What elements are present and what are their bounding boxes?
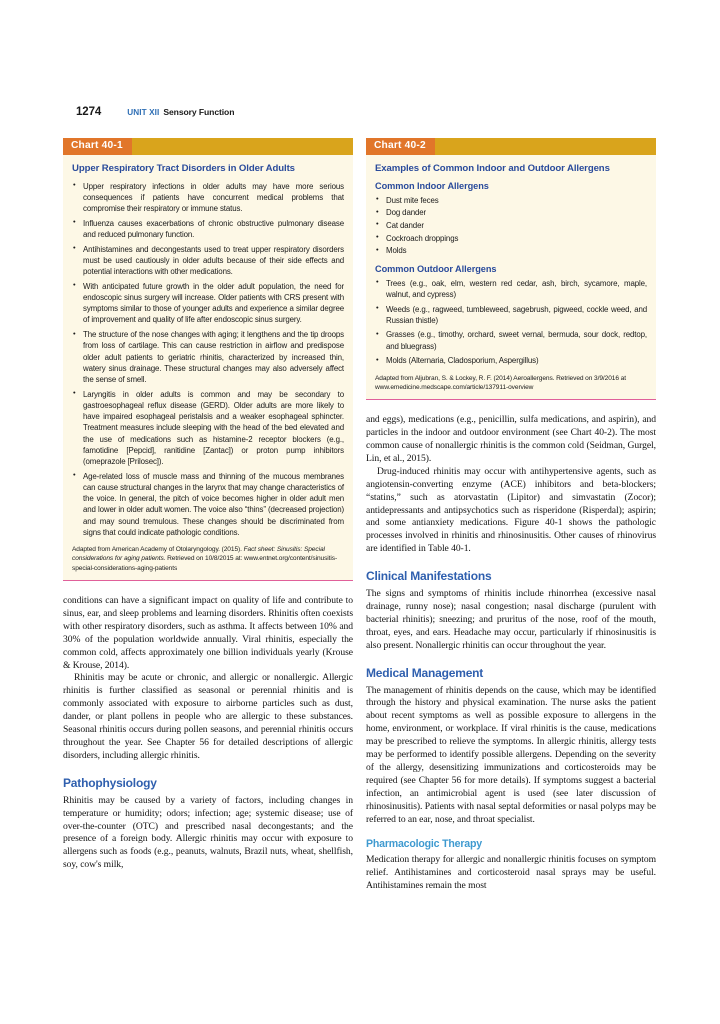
body-paragraph: Drug-induced rhinitis may occur with antihypertensive agents, such as angiotensin-converting enzyme (ACE) inhibitors and beta-blockers; “statins,” such as atorvastatin (Lipitor) and simvastatin (Zocor); antidepressants and antipsychotics such as risperidone (Risperdal); aspirin; and some antianxiety medications. Figure 40-1 shows the pathologic processes involved in rhinitis and rhinosinusitis. Other causes of rhinovirus are identified in Table 40-1. — [366, 465, 656, 555]
list-item: • Molds — [375, 245, 647, 256]
source-text: Adapted from Aljubran, S. & Lockey, R. F. (2014) Aeroallergens. Retrieved on 3/9/2016 at www.emedicine.medscape.com/article/137911-overview — [375, 374, 626, 391]
body-paragraph: and eggs), medications (e.g., penicillin, sulfa medications, and aspirin), and particles in the indoor and outdoor environment (see Chart 40-2). The most common cause of nonallergic rhinitis is the common cold (Seidman, Gurgel, Lin, et al., 2015). — [366, 414, 656, 465]
source-text: Adapted from American Academy of Otolaryngology. (2015). — [72, 546, 244, 554]
left-column-text — [63, 595, 353, 872]
list-item: • Cat dander — [375, 220, 647, 231]
section-heading: Medical Management — [366, 665, 484, 680]
chart-allergen-list — [375, 278, 647, 367]
body-paragraph: The management of rhinitis depends on the cause, which may be identified through the history and physical examination. The nurse asks the patient about recent symptoms as well as possible exposure to allergens in the home, environment, or workplace. If viral rhinitis is the cause, medications may be prescribed to relieve the symptoms. In allergic rhinitis, allergy tests may be performed to identify possible allergens. Depending on the severity of the allergy, desensitizing immunizations and corticosteroids may be required (see Chapter 56 for more details). If symptoms suggest a bacterial infection, an antimicrobial agent is used (see later discussion of rhinosinusitis). Patients with nasal septal deformities or nasal polyps may be referred to an ear, nose, and throat specialist. — [366, 684, 656, 825]
body-paragraph: conditions can have a significant impact on quality of life and contribute to sinus, ear, and sleep problems and learning disorders. Rhinitis often coexists with other respiratory disorders, such as asthma. It affects between 10% and 30% of the population worldwide annually. Viral rhinitis, especially the common cold, affects approximately one billion individuals yearly (Krouse & Krouse, 2014). — [63, 595, 353, 671]
body-paragraph: The signs and symptoms of rhinitis include rhinorrhea (excessive nasal drainage, runny nose); nasal congestion; nasal discharge (purulent with bacterial rhinitis); sneezing; and pruritus of the nose, roof of the mouth, throat, eyes, and ears. Headache may occur, particularly if rhinosinusitis is also present. Nonallergic rhinitis can occur throughout the year. — [366, 588, 656, 651]
source-title: Fact sheet: Sinusitis: Special considerations for aging patients. — [72, 546, 325, 563]
section-heading: Pathophysiology — [63, 775, 157, 790]
chart-40-2-tag: Chart 40-2 — [366, 138, 435, 155]
unit-title: Sensory Function — [163, 107, 235, 117]
running-head — [76, 106, 234, 118]
list-item: • Molds (Alternaria, Cladosporium, Aspergillus) — [375, 355, 647, 366]
body-paragraph: Medication therapy for allergic and nonallergic rhinitis focuses on symptom relief. Antihistamines and corticosteroid nasal sprays may be useful. Antihistamines remain the most — [366, 854, 656, 892]
chart-40-2-header — [366, 138, 656, 155]
right-column — [366, 138, 656, 893]
list-item: • Dust mite feces — [375, 195, 647, 206]
source-text: Retrieved on 10/8/2015 at: www.entnet.org/content/sinusitis-special-considerations-aging-patients — [72, 555, 338, 572]
section-subheading: Pharmacologic Therapy — [366, 838, 482, 851]
list-item: • With anticipated future growth in the older adult population, the need for endoscopic sinus surgery will increase. Older patients with CRS present with symptoms similar to those of younger adults and experience a similar degree of improvement and quality of life after endoscopic sinus surgery. — [72, 281, 344, 326]
chart-40-1-title: Upper Respiratory Tract Disorders in Older Adults — [72, 163, 295, 174]
body-paragraph: Rhinitis may be caused by a variety of factors, including changes in temperature or humidity; odors; infection; age; systemic disease; use of over-the-counter (OTC) and prescribed nasal decongestants; and the presence of a foreign body. Allergic rhinitis may occur with exposure to allergens such as foods (e.g., peanuts, walnuts, Brazil nuts, wheat, shellfish, soy, cow's milk, — [63, 794, 353, 871]
chart-40-2-body — [366, 155, 656, 399]
unit-label: UNIT XII — [127, 108, 160, 117]
chart-40-1 — [63, 138, 353, 581]
left-column — [63, 138, 353, 872]
chart-40-2-sections — [375, 181, 647, 367]
list-item: • Upper respiratory infections in older adults may have more serious consequences if patients have concurrent medical problems that compromise their respiratory or immune status. — [72, 181, 344, 215]
page-number: 1274 — [76, 106, 102, 118]
list-item: • Dog dander — [375, 207, 647, 218]
chart-40-2-source — [375, 374, 647, 393]
chart-section-subheading: Common Outdoor Allergens — [375, 263, 497, 274]
chart-40-1-header — [63, 138, 353, 155]
chart-40-1-body — [63, 155, 353, 580]
body-paragraph: Rhinitis may be acute or chronic, and allergic or nonallergic. Allergic rhinitis is further classified as seasonal or perennial rhinitis and is commonly associated with exposure to airborne particles such as dust, dander, or plant pollens in people who are allergic to these substances. Seasonal rhinitis occurs during pollen seasons, and perennial rhinitis occurs throughout the year. See Chapter 56 for detailed descriptions of allergic disorders, including allergic rhinitis. — [63, 672, 353, 761]
list-item: • Grasses (e.g., timothy, orchard, sweet vernal, bermuda, sour dock, redtop, and bluegrass) — [375, 329, 647, 351]
list-item: • The structure of the nose changes with aging; it lengthens and the tip droops from loss of cartilage. This can cause restriction in airflow and predispose older adult patients to geriatric rhinitis, characterized by increased thin, watery sinus drainage. These structural changes may also adversely affect the sense of smell. — [72, 329, 344, 385]
list-item: • Weeds (e.g., ragweed, tumbleweed, sagebrush, pigweed, cockle weed, and Russian thistle) — [375, 304, 647, 326]
chart-40-2-title: Examples of Common Indoor and Outdoor Allergens — [375, 163, 610, 174]
chart-40-1-source — [72, 545, 344, 573]
chart-40-2 — [366, 138, 656, 400]
list-item: • Laryngitis in older adults is common and may be secondary to gastroesophageal reflux disease (GERD). Older adults are more likely to have impaired esophageal peristalsis and a weaker esophageal sphincter. Treatment measures include sleeping with the head of the bed elevated and the use of medications such as histamine-2 receptor blockers (e.g., famotidine [Pepcid], ranitidine [Zantac]) or proton pump inhibitors (omeprazole [Prilosec]). — [72, 389, 344, 468]
section-heading: Clinical Manifestations — [366, 569, 492, 584]
list-item: • Antihistamines and decongestants used to treat upper respiratory disorders must be used cautiously in older adults because of their side effects and potential interactions with other medications. — [72, 244, 344, 278]
list-item: • Age-related loss of muscle mass and thinning of the mucous membranes can cause structural changes in the larynx that may change characteristics of the voice. In general, the pitch of voice becomes higher in older adult men and lower in older adult women. The voice also “thins” (decreased projection) and may sound tremulous. These changes should be discriminated from signs that could indicate pathologic conditions. — [72, 471, 344, 538]
list-item: • Influenza causes exacerbations of chronic obstructive pulmonary disease and reduced pulmonary function. — [72, 218, 344, 240]
list-item: • Trees (e.g., oak, elm, western red cedar, ash, birch, sycamore, maple, walnut, and cypress) — [375, 278, 647, 300]
list-item: • Cockroach droppings — [375, 233, 647, 244]
chart-40-1-list — [72, 181, 344, 539]
right-column-text — [366, 414, 656, 893]
chart-section-subheading: Common Indoor Allergens — [375, 180, 489, 191]
chart-allergen-list — [375, 195, 647, 257]
chart-40-1-tag: Chart 40-1 — [63, 138, 132, 155]
